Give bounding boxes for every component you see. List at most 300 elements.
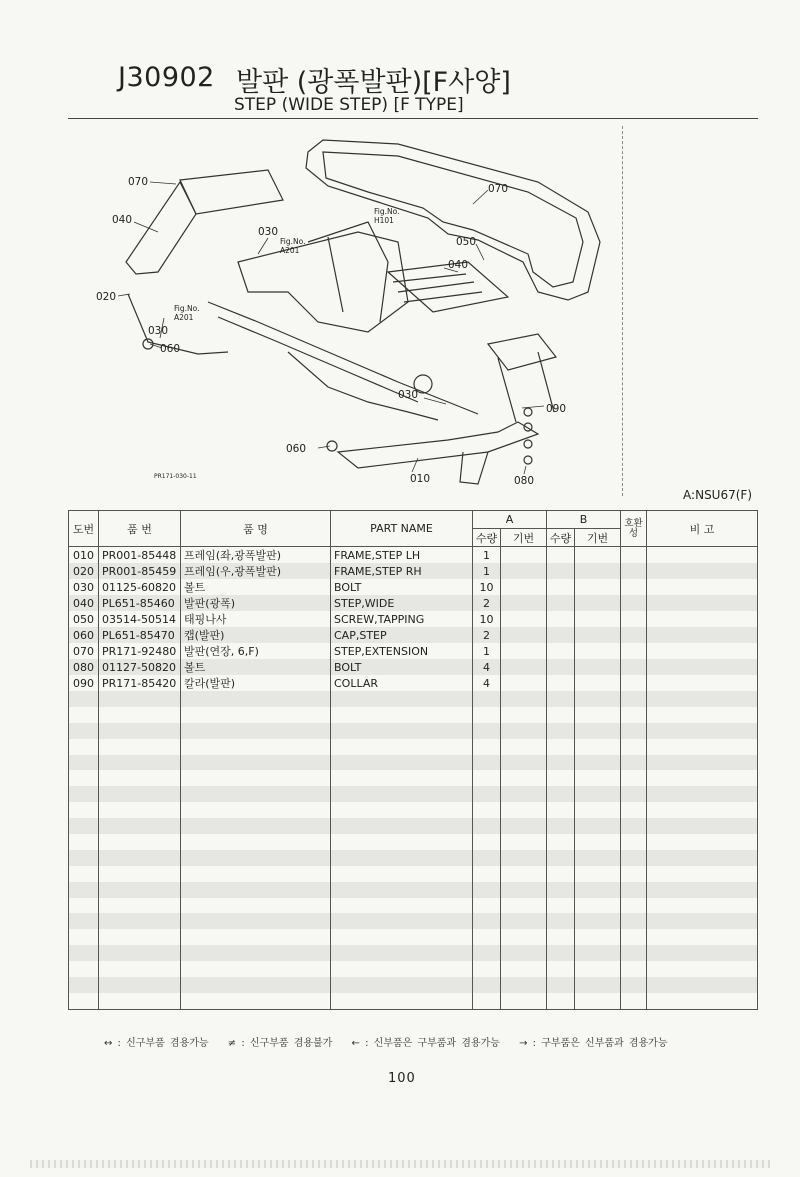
table-row — [69, 659, 758, 675]
callout: 090 — [546, 403, 567, 415]
row-part-no — [99, 723, 181, 739]
row-interchange — [621, 723, 647, 739]
row-part-name — [331, 723, 473, 739]
row-a-qty — [473, 802, 501, 818]
row-part-no — [99, 802, 181, 818]
row-b-qty — [547, 913, 575, 929]
row-name-ko — [181, 961, 331, 977]
row-b-qty — [547, 993, 575, 1009]
col-remark: 비 고 — [647, 511, 758, 547]
row-a-qty: 2 — [473, 627, 501, 643]
table-row-empty — [69, 739, 758, 755]
callout: 030 — [148, 325, 169, 337]
row-part-no — [99, 834, 181, 850]
row-a-base — [501, 675, 547, 691]
table-row-empty — [69, 961, 758, 977]
row-name-ko — [181, 802, 331, 818]
row-b-qty — [547, 755, 575, 771]
row-remark — [647, 898, 758, 914]
row-name-ko — [181, 691, 331, 707]
row-name-ko — [181, 993, 331, 1009]
legend-item: ↔ : 신구부품 겸용가능 — [104, 1038, 209, 1049]
row-name-ko: 태핑나사 — [181, 611, 331, 627]
row-remark — [647, 547, 758, 564]
row-part-no — [99, 961, 181, 977]
row-part-name — [331, 834, 473, 850]
title-english: STEP (WIDE STEP) [F TYPE] — [234, 95, 464, 115]
row-name-ko: 캡(발판) — [181, 627, 331, 643]
row-part-no — [99, 882, 181, 898]
row-remark — [647, 802, 758, 818]
row-part-no: PR171-85420 — [99, 675, 181, 691]
callout-labels — [96, 176, 566, 487]
table-row-empty — [69, 691, 758, 707]
row-no — [69, 739, 99, 755]
row-name-ko — [181, 770, 331, 786]
row-no — [69, 786, 99, 802]
row-no — [69, 802, 99, 818]
row-interchange — [621, 547, 647, 564]
table-row-empty — [69, 913, 758, 929]
row-a-base — [501, 595, 547, 611]
row-no: 090 — [69, 675, 99, 691]
fig-ref: Fig.No. — [280, 237, 306, 246]
row-name-ko — [181, 786, 331, 802]
col-name-ko: 품 명 — [181, 511, 331, 547]
row-b-qty — [547, 818, 575, 834]
row-a-qty: 1 — [473, 547, 501, 564]
row-no — [69, 977, 99, 993]
center-frame — [238, 232, 408, 332]
row-remark — [647, 834, 758, 850]
row-part-name — [331, 977, 473, 993]
row-part-no: 03514-50514 — [99, 611, 181, 627]
row-part-name: FRAME,STEP LH — [331, 547, 473, 564]
row-name-ko — [181, 866, 331, 882]
callout: 040 — [448, 259, 469, 271]
row-b-qty — [547, 929, 575, 945]
row-part-name: STEP,WIDE — [331, 595, 473, 611]
model-note: A:NSU67(F) — [683, 488, 752, 502]
row-no: 020 — [69, 563, 99, 579]
row-part-no — [99, 945, 181, 961]
row-a-qty: 1 — [473, 563, 501, 579]
row-b-qty — [547, 643, 575, 659]
table-row-empty — [69, 818, 758, 834]
col-b-base: 기번 — [575, 529, 621, 547]
legend-item: → : 구부품은 신부품과 겸용가능 — [519, 1038, 668, 1049]
row-b-qty — [547, 547, 575, 564]
row-b-qty — [547, 563, 575, 579]
col-group-a: A — [473, 511, 547, 529]
row-name-ko — [181, 913, 331, 929]
table-row — [69, 595, 758, 611]
row-b-base — [575, 691, 621, 707]
row-interchange — [621, 643, 647, 659]
compatibility-legend — [104, 1034, 682, 1049]
row-b-base — [575, 818, 621, 834]
row-part-name — [331, 755, 473, 771]
row-part-name — [331, 929, 473, 945]
row-interchange — [621, 913, 647, 929]
row-b-base — [575, 850, 621, 866]
row-remark — [647, 977, 758, 993]
callout: 060 — [286, 443, 307, 455]
row-part-name — [331, 691, 473, 707]
row-b-base — [575, 898, 621, 914]
col-no: 도번 — [69, 511, 99, 547]
row-b-qty — [547, 850, 575, 866]
row-a-qty — [473, 723, 501, 739]
row-b-base — [575, 723, 621, 739]
row-remark — [647, 675, 758, 691]
fig-ref: A201 — [280, 246, 300, 255]
row-a-base — [501, 818, 547, 834]
row-b-qty — [547, 945, 575, 961]
table-row-empty — [69, 786, 758, 802]
legend-item: ← : 신부품은 구부품과 겸용가능 — [351, 1038, 500, 1049]
row-remark — [647, 818, 758, 834]
row-a-base — [501, 723, 547, 739]
row-remark — [647, 866, 758, 882]
row-b-qty — [547, 866, 575, 882]
row-name-ko — [181, 977, 331, 993]
row-part-name — [331, 850, 473, 866]
row-interchange — [621, 595, 647, 611]
row-b-base — [575, 739, 621, 755]
row-remark — [647, 691, 758, 707]
callout: 010 — [410, 473, 431, 485]
row-interchange — [621, 802, 647, 818]
row-a-qty — [473, 898, 501, 914]
header-rule — [68, 118, 758, 119]
row-part-no: PR001-85459 — [99, 563, 181, 579]
row-no — [69, 993, 99, 1009]
row-remark — [647, 723, 758, 739]
row-name-ko: 발판(광폭) — [181, 595, 331, 611]
row-b-base — [575, 659, 621, 675]
row-name-ko: 프레임(우,광폭발판) — [181, 563, 331, 579]
row-b-qty — [547, 675, 575, 691]
row-a-base — [501, 643, 547, 659]
diagram-svg — [68, 122, 758, 500]
row-a-qty — [473, 786, 501, 802]
rear-step-pad — [488, 334, 556, 370]
row-b-qty — [547, 595, 575, 611]
row-no — [69, 755, 99, 771]
row-remark — [647, 563, 758, 579]
row-a-qty: 4 — [473, 659, 501, 675]
row-b-base — [575, 770, 621, 786]
row-name-ko — [181, 834, 331, 850]
callout: 060 — [160, 343, 181, 355]
row-a-base — [501, 802, 547, 818]
row-name-ko: 프레임(좌,광폭발판) — [181, 547, 331, 564]
row-part-name — [331, 866, 473, 882]
row-name-ko — [181, 945, 331, 961]
table-row-empty — [69, 898, 758, 914]
table-row-empty — [69, 802, 758, 818]
row-no — [69, 929, 99, 945]
row-remark — [647, 627, 758, 643]
row-a-qty — [473, 866, 501, 882]
fig-ref: H101 — [374, 216, 394, 225]
row-name-ko — [181, 723, 331, 739]
row-part-no — [99, 913, 181, 929]
row-interchange — [621, 691, 647, 707]
row-b-qty — [547, 627, 575, 643]
row-b-base — [575, 866, 621, 882]
row-remark — [647, 659, 758, 675]
row-a-base — [501, 993, 547, 1009]
row-name-ko — [181, 707, 331, 723]
left-step-plate — [180, 170, 283, 214]
row-b-base — [575, 707, 621, 723]
row-name-ko — [181, 898, 331, 914]
row-part-no — [99, 866, 181, 882]
row-no — [69, 898, 99, 914]
row-a-base — [501, 834, 547, 850]
fig-ref: Fig.No. — [374, 207, 400, 216]
row-no: 070 — [69, 643, 99, 659]
row-b-qty — [547, 579, 575, 595]
row-name-ko — [181, 882, 331, 898]
fig-ref: Fig.No. — [174, 304, 200, 313]
row-a-base — [501, 739, 547, 755]
row-b-base — [575, 834, 621, 850]
row-interchange — [621, 675, 647, 691]
table-row — [69, 547, 758, 564]
row-a-qty — [473, 945, 501, 961]
row-no — [69, 818, 99, 834]
row-no: 060 — [69, 627, 99, 643]
row-remark — [647, 786, 758, 802]
row-part-no: 01127-50820 — [99, 659, 181, 675]
row-part-name — [331, 707, 473, 723]
row-a-base — [501, 929, 547, 945]
row-part-no — [99, 818, 181, 834]
row-a-base — [501, 866, 547, 882]
row-interchange — [621, 659, 647, 675]
row-interchange — [621, 611, 647, 627]
row-no — [69, 691, 99, 707]
parts-table-header — [69, 511, 758, 547]
parts-table-body — [69, 547, 758, 1010]
row-no — [69, 961, 99, 977]
callout: 080 — [514, 475, 535, 487]
callout: 070 — [128, 176, 149, 188]
row-b-base — [575, 977, 621, 993]
row-interchange — [621, 579, 647, 595]
row-interchange — [621, 834, 647, 850]
row-remark — [647, 579, 758, 595]
row-a-base — [501, 882, 547, 898]
row-b-qty — [547, 834, 575, 850]
row-b-qty — [547, 691, 575, 707]
row-a-qty — [473, 755, 501, 771]
row-a-base — [501, 898, 547, 914]
row-a-base — [501, 755, 547, 771]
row-interchange — [621, 707, 647, 723]
row-remark — [647, 913, 758, 929]
row-b-qty — [547, 898, 575, 914]
row-a-qty: 4 — [473, 675, 501, 691]
row-name-ko — [181, 929, 331, 945]
row-no — [69, 866, 99, 882]
row-a-base — [501, 770, 547, 786]
row-b-base — [575, 929, 621, 945]
row-a-base — [501, 611, 547, 627]
row-part-name: FRAME,STEP RH — [331, 563, 473, 579]
row-part-name — [331, 802, 473, 818]
leader-lines — [118, 182, 544, 474]
row-name-ko — [181, 739, 331, 755]
row-a-base — [501, 691, 547, 707]
row-interchange — [621, 770, 647, 786]
row-part-no — [99, 977, 181, 993]
callout: 070 — [488, 183, 509, 195]
row-b-qty — [547, 659, 575, 675]
row-interchange — [621, 898, 647, 914]
row-part-name — [331, 945, 473, 961]
row-b-base — [575, 579, 621, 595]
row-no — [69, 850, 99, 866]
table-row — [69, 627, 758, 643]
row-interchange — [621, 850, 647, 866]
row-b-base — [575, 563, 621, 579]
fig-ref: A201 — [174, 313, 194, 322]
row-part-name — [331, 818, 473, 834]
table-row-empty — [69, 770, 758, 786]
row-part-no: PL651-85470 — [99, 627, 181, 643]
row-part-name — [331, 961, 473, 977]
row-interchange — [621, 739, 647, 755]
row-no: 010 — [69, 547, 99, 564]
row-no: 080 — [69, 659, 99, 675]
row-part-no: 01125-60820 — [99, 579, 181, 595]
row-a-qty: 1 — [473, 643, 501, 659]
table-row-empty — [69, 834, 758, 850]
row-a-qty — [473, 882, 501, 898]
row-b-qty — [547, 882, 575, 898]
row-part-name: BOLT — [331, 579, 473, 595]
col-a-base: 기번 — [501, 529, 547, 547]
row-b-base — [575, 786, 621, 802]
row-remark — [647, 643, 758, 659]
row-part-name — [331, 898, 473, 914]
row-no: 050 — [69, 611, 99, 627]
row-part-name — [331, 882, 473, 898]
row-remark — [647, 611, 758, 627]
row-a-qty — [473, 929, 501, 945]
step-frame-010 — [338, 422, 538, 468]
row-name-ko — [181, 850, 331, 866]
drawing-ref-code: PR171-030-11 — [154, 473, 197, 480]
row-interchange — [621, 755, 647, 771]
row-b-base — [575, 945, 621, 961]
row-part-no — [99, 786, 181, 802]
table-row-empty — [69, 707, 758, 723]
row-name-ko — [181, 818, 331, 834]
row-a-base — [501, 961, 547, 977]
row-part-no — [99, 691, 181, 707]
table-row-empty — [69, 977, 758, 993]
row-b-base — [575, 961, 621, 977]
row-part-no — [99, 898, 181, 914]
exploded-parts-diagram — [68, 122, 758, 500]
row-a-qty — [473, 850, 501, 866]
row-interchange — [621, 882, 647, 898]
row-b-base — [575, 595, 621, 611]
row-interchange — [621, 977, 647, 993]
row-b-qty — [547, 739, 575, 755]
row-interchange — [621, 866, 647, 882]
table-row-empty — [69, 850, 758, 866]
row-a-qty — [473, 834, 501, 850]
title-korean: 발판 (광폭발판)[F사양] — [236, 67, 511, 98]
row-interchange — [621, 563, 647, 579]
row-remark — [647, 739, 758, 755]
row-part-no: PL651-85460 — [99, 595, 181, 611]
row-a-qty — [473, 739, 501, 755]
row-a-qty — [473, 707, 501, 723]
page-number: 100 — [388, 1071, 416, 1086]
row-part-name: SCREW,TAPPING — [331, 611, 473, 627]
row-remark — [647, 929, 758, 945]
callout: 020 — [96, 291, 117, 303]
table-row-empty — [69, 993, 758, 1009]
scan-artifact — [30, 1160, 770, 1168]
row-a-base — [501, 627, 547, 643]
row-a-qty — [473, 977, 501, 993]
table-row-empty — [69, 755, 758, 771]
row-remark — [647, 882, 758, 898]
callout: 030 — [398, 389, 419, 401]
row-no — [69, 945, 99, 961]
parts-table — [68, 510, 758, 1010]
row-part-name: COLLAR — [331, 675, 473, 691]
row-part-name — [331, 739, 473, 755]
row-a-base — [501, 547, 547, 564]
row-b-qty — [547, 977, 575, 993]
table-row — [69, 563, 758, 579]
row-no — [69, 834, 99, 850]
row-a-base — [501, 850, 547, 866]
row-interchange — [621, 786, 647, 802]
row-part-name — [331, 786, 473, 802]
row-b-base — [575, 755, 621, 771]
row-remark — [647, 945, 758, 961]
table-row-empty — [69, 882, 758, 898]
row-a-qty — [473, 961, 501, 977]
row-a-qty: 2 — [473, 595, 501, 611]
row-b-base — [575, 643, 621, 659]
row-a-qty — [473, 691, 501, 707]
row-interchange — [621, 929, 647, 945]
col-part-name: PART NAME — [331, 511, 473, 547]
row-name-ko: 볼트 — [181, 659, 331, 675]
row-a-qty — [473, 818, 501, 834]
row-b-qty — [547, 786, 575, 802]
row-part-no — [99, 993, 181, 1009]
row-part-name — [331, 770, 473, 786]
row-b-base — [575, 802, 621, 818]
row-part-name: STEP,EXTENSION — [331, 643, 473, 659]
row-b-qty — [547, 802, 575, 818]
row-remark — [647, 707, 758, 723]
row-no: 030 — [69, 579, 99, 595]
col-a-qty: 수량 — [473, 529, 501, 547]
